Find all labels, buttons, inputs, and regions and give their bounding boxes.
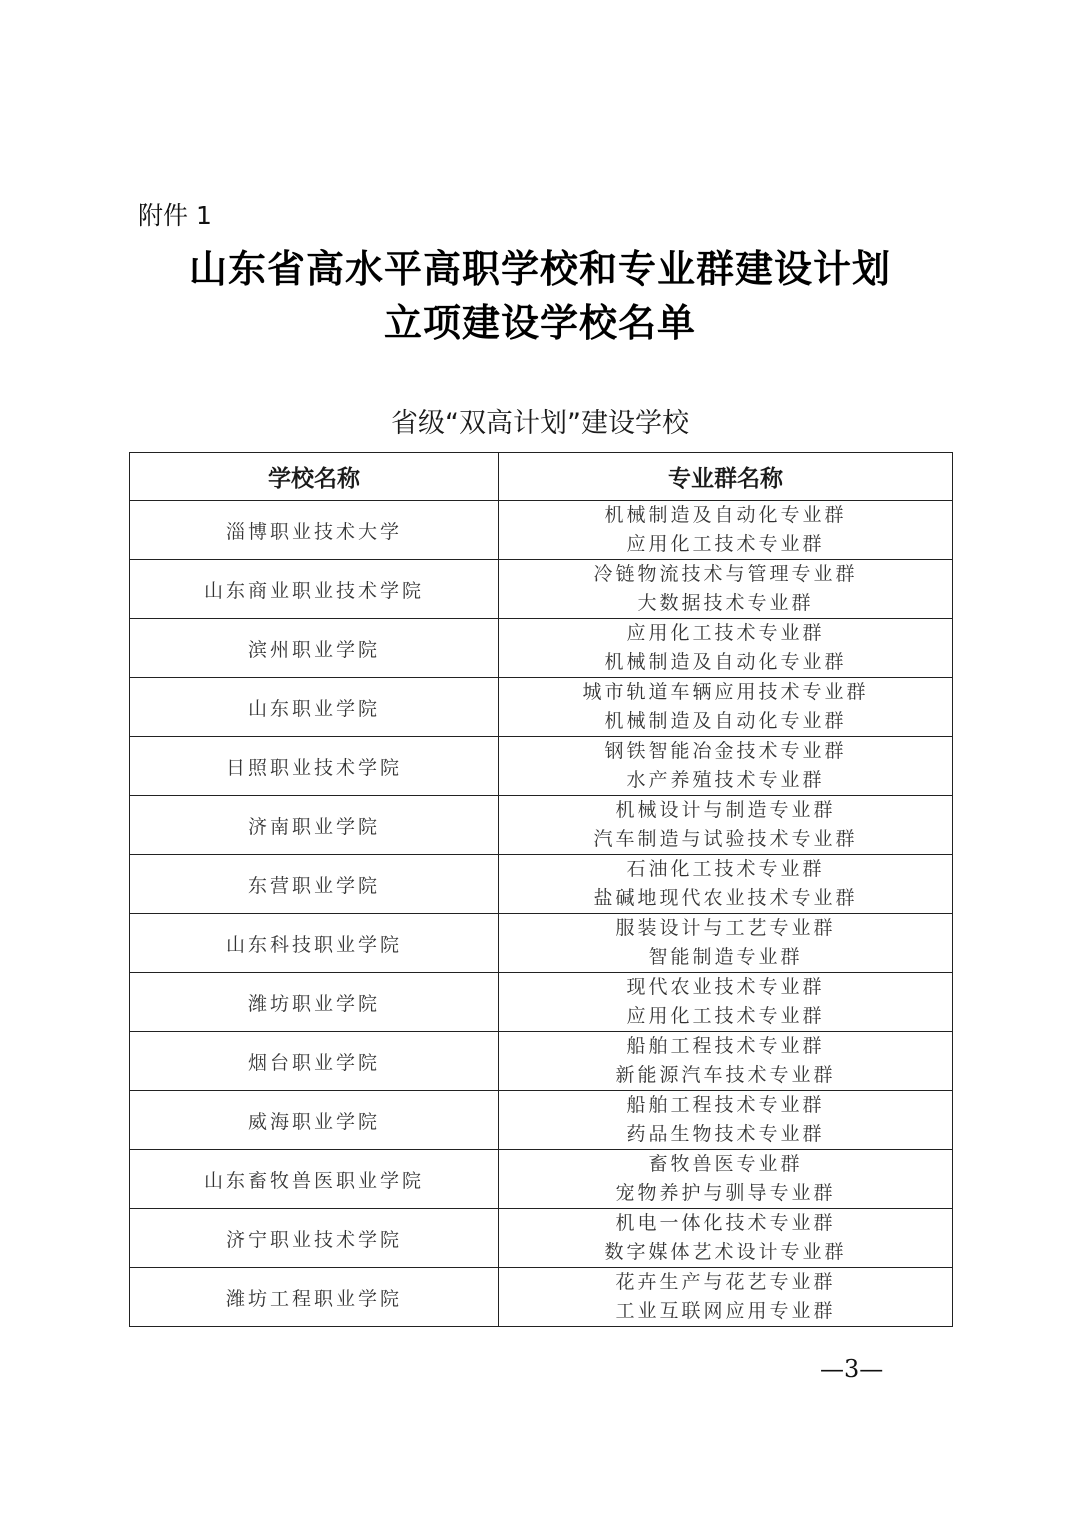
group-names (499, 1091, 953, 1150)
group-name: 冷链物流技术与管理专业群 (593, 563, 858, 585)
group-name: 应用化工技术专业群 (626, 533, 825, 555)
group-names (499, 973, 953, 1032)
table-row (130, 1032, 953, 1091)
group-name: 机械设计与制造专业群 (615, 799, 836, 821)
table-row (130, 914, 953, 973)
school-name: 山东畜牧兽医职业学院 (130, 1150, 499, 1209)
table-row (130, 1091, 953, 1150)
table-header-row (130, 453, 953, 501)
school-name: 烟台职业学院 (130, 1032, 499, 1091)
group-names (499, 737, 953, 796)
group-names (499, 560, 953, 619)
group-name: 应用化工技术专业群 (626, 622, 825, 644)
group-name: 汽车制造与试验技术专业群 (593, 828, 858, 850)
group-name: 盐碱地现代农业技术专业群 (593, 887, 858, 909)
group-names (499, 855, 953, 914)
group-names (499, 1150, 953, 1209)
table-row (130, 678, 953, 737)
group-name: 石油化工技术专业群 (626, 858, 825, 880)
group-name: 现代农业技术专业群 (626, 976, 825, 998)
school-name: 济南职业学院 (130, 796, 499, 855)
header-group-name: 专业群名称 (499, 453, 953, 501)
group-names (499, 1032, 953, 1091)
table-row (130, 1150, 953, 1209)
group-name: 新能源汽车技术专业群 (615, 1064, 836, 1086)
attachment-label: 附件 1 (138, 201, 212, 230)
table-row (130, 501, 953, 560)
group-names (499, 1209, 953, 1268)
document-title-line-2: 立项建设学校名单 (383, 300, 696, 345)
table-row (130, 973, 953, 1032)
group-names (499, 1268, 953, 1327)
table-row (130, 1209, 953, 1268)
group-name: 数字媒体艺术设计专业群 (604, 1241, 847, 1263)
school-name: 东营职业学院 (130, 855, 499, 914)
school-name: 山东职业学院 (130, 678, 499, 737)
section-title: 省级“双高计划”建设学校 (391, 408, 689, 439)
group-name: 水产养殖技术专业群 (626, 769, 825, 791)
school-name: 山东科技职业学院 (130, 914, 499, 973)
school-name: 威海职业学院 (130, 1091, 499, 1150)
group-name: 工业互联网应用专业群 (615, 1300, 836, 1322)
school-name: 滨州职业学院 (130, 619, 499, 678)
group-name: 船舶工程技术专业群 (626, 1035, 825, 1057)
table-row (130, 855, 953, 914)
table-row (130, 737, 953, 796)
group-name: 花卉生产与花艺专业群 (615, 1271, 836, 1293)
document-title-line-1: 山东省高水平高职学校和专业群建设计划 (188, 246, 891, 291)
group-name: 船舶工程技术专业群 (626, 1094, 825, 1116)
table-row (130, 1268, 953, 1327)
group-name: 畜牧兽医专业群 (648, 1153, 803, 1175)
school-name: 济宁职业技术学院 (130, 1209, 499, 1268)
group-name: 机电一体化技术专业群 (615, 1212, 836, 1234)
group-name: 钢铁智能冶金技术专业群 (604, 740, 847, 762)
school-name: 潍坊工程职业学院 (130, 1268, 499, 1327)
group-names (499, 914, 953, 973)
group-name: 服装设计与工艺专业群 (615, 917, 836, 939)
group-name: 药品生物技术专业群 (626, 1123, 825, 1145)
header-school-name: 学校名称 (130, 453, 499, 501)
group-name: 宠物养护与驯导专业群 (615, 1182, 836, 1204)
group-name: 应用化工技术专业群 (626, 1005, 825, 1027)
group-name: 城市轨道车辆应用技术专业群 (582, 681, 869, 703)
table-row (130, 619, 953, 678)
group-name: 机械制造及自动化专业群 (604, 710, 847, 732)
group-name: 大数据技术专业群 (637, 592, 814, 614)
group-names (499, 796, 953, 855)
school-name: 潍坊职业学院 (130, 973, 499, 1032)
school-name: 日照职业技术学院 (130, 737, 499, 796)
page-number: —3— (820, 1355, 884, 1383)
school-name: 淄博职业技术大学 (130, 501, 499, 560)
group-name: 机械制造及自动化专业群 (604, 504, 847, 526)
group-names (499, 678, 953, 737)
table-row (130, 796, 953, 855)
group-names (499, 619, 953, 678)
group-name: 智能制造专业群 (648, 946, 803, 968)
schools-table (129, 452, 953, 1327)
table-row (130, 560, 953, 619)
group-names (499, 501, 953, 560)
group-name: 机械制造及自动化专业群 (604, 651, 847, 673)
school-name: 山东商业职业技术学院 (130, 560, 499, 619)
